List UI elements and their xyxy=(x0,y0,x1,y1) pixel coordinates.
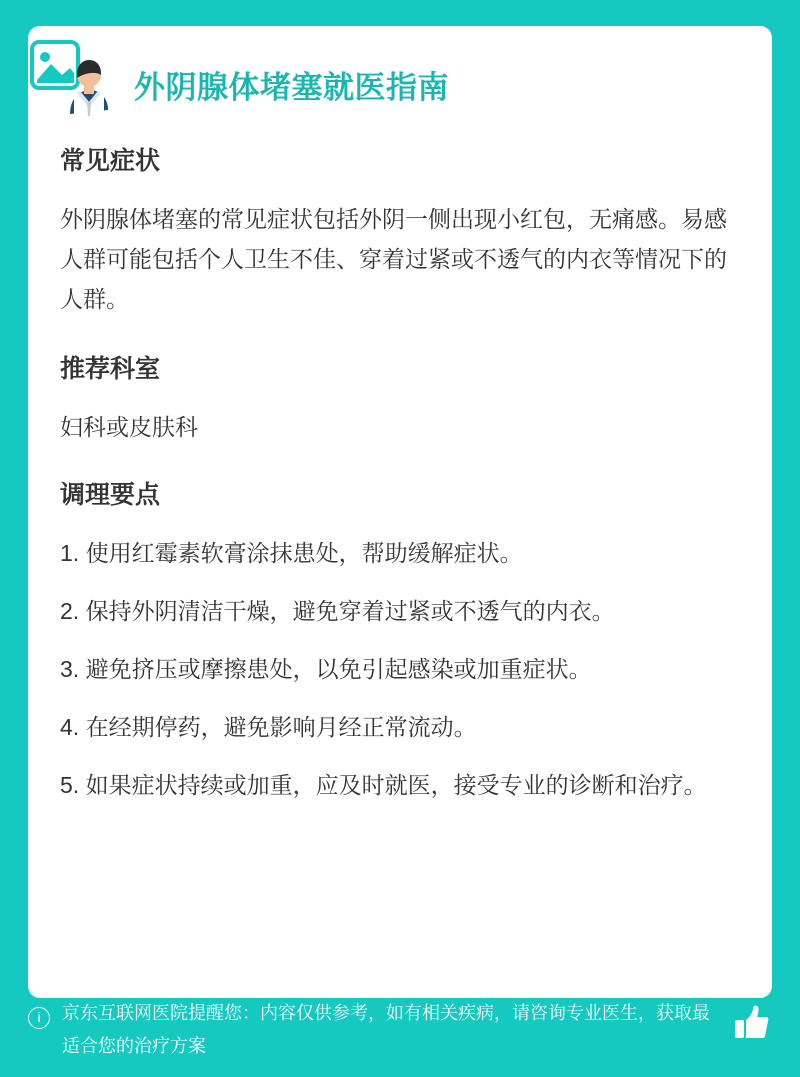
footer-disclaimer xyxy=(28,997,772,1063)
thumbs-up-icon[interactable] xyxy=(732,1003,772,1048)
guide-card xyxy=(28,26,772,998)
list-item: 3. 避免挤压或摩擦患处，以免引起感染或加重症状。 xyxy=(60,656,592,682)
document-photo-icon xyxy=(18,28,114,124)
section-body-symptoms: 外阴腺体堵塞的常见症状包括外阴一侧出现小红包，无痛感。易感人群可能包括个人卫生不佳、穿着过紧或不透气的内衣等情况下的人群。 xyxy=(60,206,727,312)
footer-text: 京东互联网医院提醒您：内容仅供参考，如有相关疾病，请咨询专业医生，获取最适合您的治疗方案 xyxy=(62,1003,710,1056)
section-heading-department: 推荐科室 xyxy=(60,355,161,383)
info-icon: i xyxy=(28,1007,50,1029)
list-item: 1. 使用红霉素软膏涂抹患处，帮助缓解症状。 xyxy=(60,540,523,566)
list-item: 5. 如果症状持续或加重，应及时就医，接受专业的诊断和治疗。 xyxy=(60,772,707,798)
list-item: 4. 在经期停药，避免影响月经正常流动。 xyxy=(60,714,477,740)
page-title: 外阴腺体堵塞就医指南 xyxy=(134,70,449,105)
tips-list xyxy=(60,533,740,805)
section-heading-symptoms: 常见症状 xyxy=(60,147,161,175)
list-item: 2. 保持外阴清洁干燥，避免穿着过紧或不透气的内衣。 xyxy=(60,598,615,624)
section-heading-tips: 调理要点 xyxy=(60,481,161,509)
section-body-department: 妇科或皮肤科 xyxy=(60,414,198,440)
